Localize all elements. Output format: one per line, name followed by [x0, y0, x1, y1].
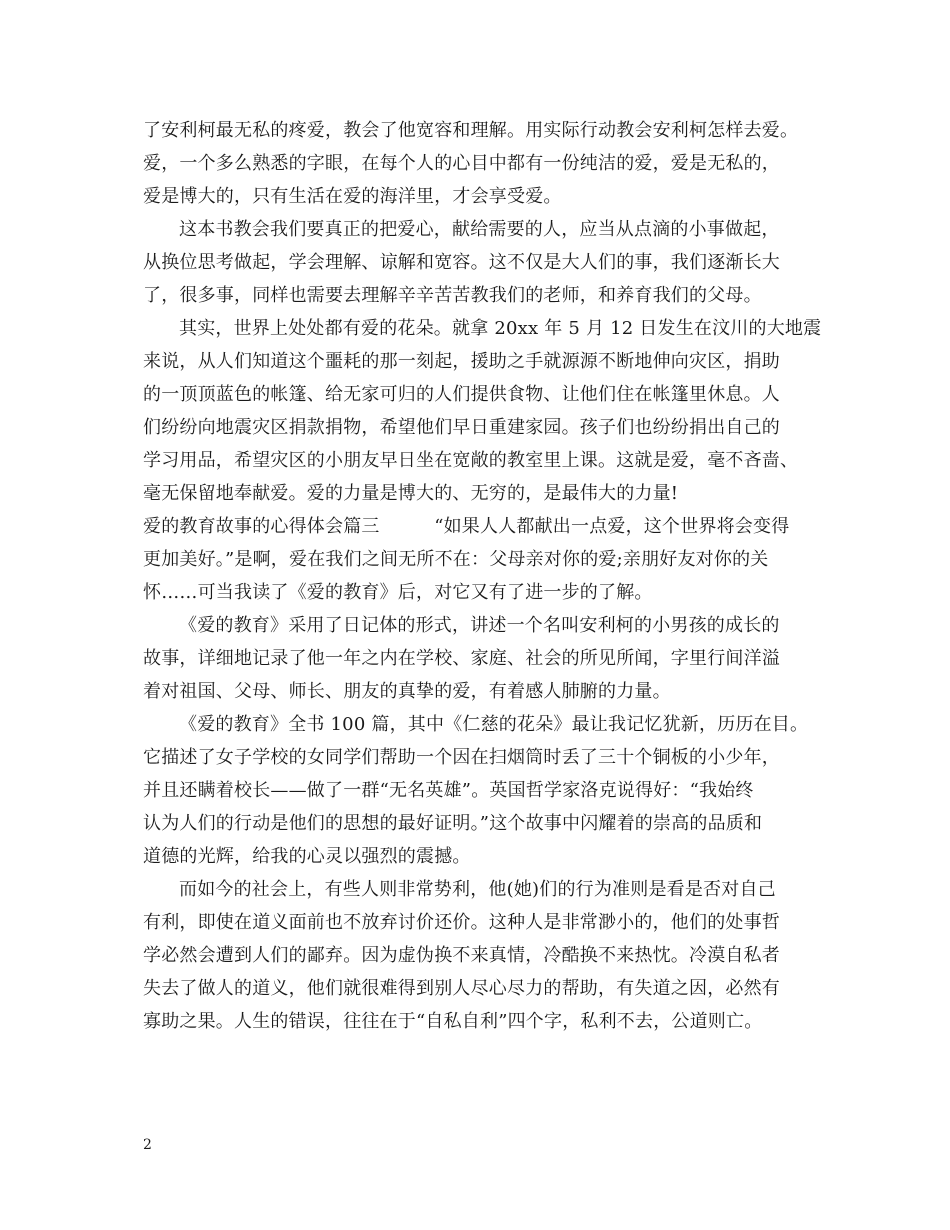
text-line: 而如今的社会上，有些人则非常势利，他(她)们的行为准则是看是否对自己	[179, 879, 776, 900]
text-line: 来说，从人们知道这个噩耗的那一刻起，援助之手就源源不断地伸向灾区，捐助	[143, 351, 780, 372]
text-line: 并且还瞒着校长——做了一群“无名英雄”。英国哲学家洛克说得好：“我始终	[143, 780, 754, 801]
text-line: 更加美好。”是啊，爱在我们之间无所不在：父母亲对你的爱;亲朋好友对你的关	[143, 549, 769, 570]
text-line: 爱的教育故事的心得体会篇三 “如果人人都献出一点爱，这个世界将会变得	[143, 516, 790, 537]
text-line: 学必然会遭到人们的鄙弃。因为虚伪换不来真情，冷酷换不来热忱。冷漠自私者	[143, 945, 780, 966]
page-number: 2	[143, 1137, 152, 1153]
text-line: 着对祖国、父母、师长、朋友的真挚的爱，有着感人肺腑的力量。	[143, 681, 671, 702]
text-line: 了，很多事，同样也需要去理解辛辛苦苦教我们的老师，和养育我们的父母。	[143, 285, 762, 306]
text-line: 认为人们的行动是他们的思想的最好证明。”这个故事中闪耀着的崇高的品质和	[143, 813, 763, 834]
text-line: 道德的光辉，给我的心灵以强烈的震撼。	[143, 846, 471, 867]
text-line: 爱，一个多么熟悉的字眼，在每个人的心目中都有一份纯洁的爱，爱是无私的，	[143, 153, 780, 174]
body-text	[143, 114, 823, 1038]
text-line: 它描述了女子学校的女同学们帮助一个因在扫烟筒时丢了三十个铜板的小少年，	[143, 747, 780, 768]
text-line: 了安利柯最无私的疼爱，教会了他宽容和理解。用实际行动教会安利柯怎样去爱。	[143, 120, 799, 141]
text-line: 学习用品，希望灾区的小朋友早日坐在宽敞的教室里上课。这就是爱，毫不吝啬、	[143, 450, 799, 471]
text-line: 毫无保留地奉献爱。爱的力量是博大的、无穷的，是最伟大的力量!	[143, 483, 679, 504]
text-line: 寡助之果。人生的错误，往往在于“自私自利”四个字，私利不去，公道则亡。	[143, 1011, 763, 1032]
text-line: 们纷纷向地震灾区捐款捐物，希望他们早日重建家园。孩子们也纷纷捐出自己的	[143, 417, 780, 438]
text-line: 《爱的教育》采用了日记体的形式，讲述一个名叫安利柯的小男孩的成长的	[179, 615, 780, 636]
text-line: 有利，即使在道义面前也不放弃讨价还价。这种人是非常渺小的，他们的处事哲	[143, 912, 780, 933]
text-line: 爱是博大的，只有生活在爱的海洋里，才会享受爱。	[143, 186, 562, 207]
text-line: 从换位思考做起，学会理解、谅解和宽容。这不仅是大人们的事，我们逐渐长大	[143, 252, 780, 273]
text-line: 怀……可当我读了《爱的教育》后，对它又有了进一步的了解。	[143, 582, 653, 603]
text-line: 失去了做人的道义，他们就很难得到别人尽心尽力的帮助，有失道之因，必然有	[143, 978, 780, 999]
text-line: 的一顶顶蓝色的帐篷、给无家可归的人们提供食物、让他们住在帐篷里休息。人	[143, 384, 780, 405]
text-line: 其实，世界上处处都有爱的花朵。就拿 20xx 年 5 月 12 日发生在汶川的大地震	[179, 318, 822, 339]
text-line: 故事，详细地记录了他一年之内在学校、家庭、社会的所见所闻，字里行间洋溢	[143, 648, 780, 669]
text-line: 《爱的教育》全书 100 篇，其中《仁慈的花朵》最让我记忆犹新，历历在目。	[179, 714, 809, 735]
text-line: 这本书教会我们要真正的把爱心，献给需要的人，应当从点滴的小事做起，	[179, 219, 780, 240]
